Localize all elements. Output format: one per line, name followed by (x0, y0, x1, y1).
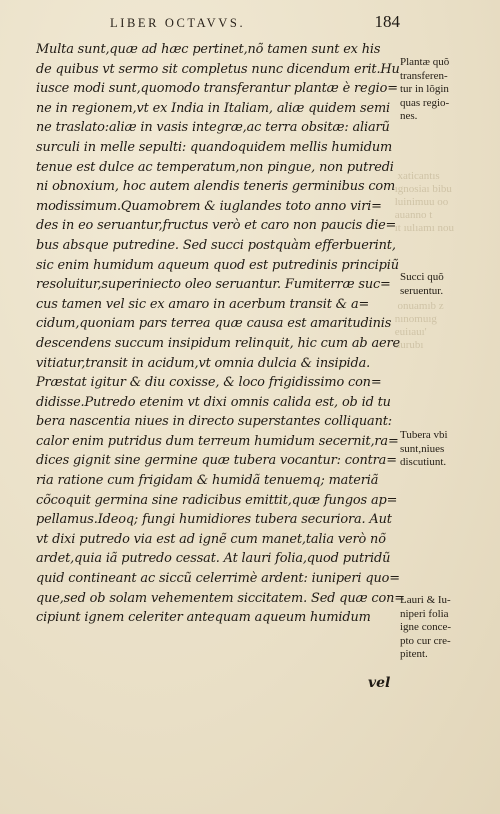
marginal-note-tubers (400, 429, 492, 470)
marginal-note-transplanting (400, 56, 492, 124)
note-line: transferen- (400, 69, 448, 82)
text-line: ni obnoxium, hoc autem alendis teneris germinibus com (36, 179, 396, 195)
marginal-note-juices (400, 271, 492, 298)
text-line: dices gignit sine germine quæ tubera vocantur: contra= (36, 453, 397, 469)
note-line: Lauri & Iu- (400, 594, 451, 606)
text-line: des in eo seruantur,fructus verò et caro non paucis die= (36, 218, 397, 234)
text-line: ne in regionem,vt ex India in Italiam, aliæ quidem semi (36, 100, 391, 116)
text-line: calor enim putridus dum terreum humidum secernit,ra= (36, 433, 399, 449)
note-line: quas regio- (400, 96, 450, 109)
text-line: cipiunt ignem celeriter antequam aqueum humidum (36, 610, 371, 626)
text-line: descendens succum insipidum relinquit, hic cum ab aere (36, 335, 400, 351)
text-line: ne traslato:aliæ in vasis integræ,ac terra obsitæ: aliarũ (36, 120, 390, 136)
text-line: iusce modi sunt,quomodo transferantur plantæ è regio= (36, 81, 398, 97)
text-line: modissimum.Quamobrem & iuglandes toto anno viri= (36, 198, 382, 214)
running-head: LIBER OCTAVVS. (110, 16, 246, 30)
text-line: vt dixi putredo via est ad ignẽ cum manet,talia verò nõ (36, 531, 386, 547)
text-line: quid contineant ac siccũ celerrimè ardent: iuniperi quo= (36, 571, 400, 587)
note-line: tur in lõgin (400, 83, 449, 96)
text-line: que,sed ob solam vehementem siccitatem. Sed quæ con= (36, 590, 405, 606)
note-line: niperi folia (400, 607, 449, 620)
note-line: sunt,niues (400, 442, 445, 455)
text-line: resoluitur,superiniecto oleo seruantur. Fumiterræ suc= (36, 277, 391, 293)
show-through-text: onuamıb z nınomuıg euiıauı' uurubı (394, 300, 444, 351)
body-text (36, 40, 405, 628)
text-line: de quibus vt sermo sit completus nunc dicendum erit.Hu (36, 61, 400, 77)
text-line: Præstat igitur & diu coxisse, & loco frigidissimo con= (36, 375, 382, 391)
page-header (110, 14, 400, 36)
text-line: cidum,quoniam pars terrea quæ causa est amaritudinis (36, 316, 392, 332)
text-line: ardet,quia iã putredo cessat. At lauri folia,quod putridũ (36, 551, 391, 567)
text-line: cõcoquit germina sine radicibus emittit,quæ fungos ap= (36, 492, 398, 508)
text-line: surculi in melle sepulti: quandoquidem mellis humidum (36, 139, 393, 155)
note-line: Succi quõ (400, 271, 444, 283)
note-line: Tubera vbi (400, 429, 448, 441)
marginal-note-laurel (400, 594, 492, 662)
catchword: vel (368, 675, 391, 691)
note-line: igne conce- (400, 621, 451, 634)
note-line: discutiunt. (400, 456, 447, 469)
note-line: seruentur. (400, 284, 444, 297)
text-line: ria ratione cum frigidam & humidã tenuemq; materiã (36, 473, 379, 489)
page-number: 184 (374, 12, 400, 31)
text-line: cus tamen vel sic ex amaro in acerbum transit & a= (36, 296, 370, 312)
text-line: pellamus.Ideoq; fungi humidiores tubera securiora. Aut (36, 512, 392, 528)
text-line: didisse.Putredo etenim vt dixi omnis calida est, ob id tu (36, 394, 391, 410)
text-line: sic enim humidum aqueum quod est putredinis principiũ (36, 257, 399, 273)
text-line: bus absque putredine. Sed succi postquàm efferbuerint, (36, 237, 396, 253)
text-line: bera nascentia niues in directo superstantes colliquant: (36, 414, 392, 430)
note-line: Plantæ quõ (400, 56, 450, 68)
text-line: tenue est dulce ac temperatum,non pingue, non putredi (36, 159, 394, 175)
show-through-text: xaticantıs ıgnosiaı bibu luinimuu oo auanno t ıt ıulıamı nou (394, 170, 455, 234)
note-line: pto cur cre- (400, 634, 451, 647)
note-line: nes. (400, 110, 418, 123)
text-line: Multa sunt,quæ ad hæc pertinet,nõ tamen sunt ex his (36, 42, 381, 57)
note-line: pitent. (400, 648, 428, 661)
text-line: vitiatur,transit in acidum,vt omnia dulcia & insipida. (36, 355, 371, 371)
